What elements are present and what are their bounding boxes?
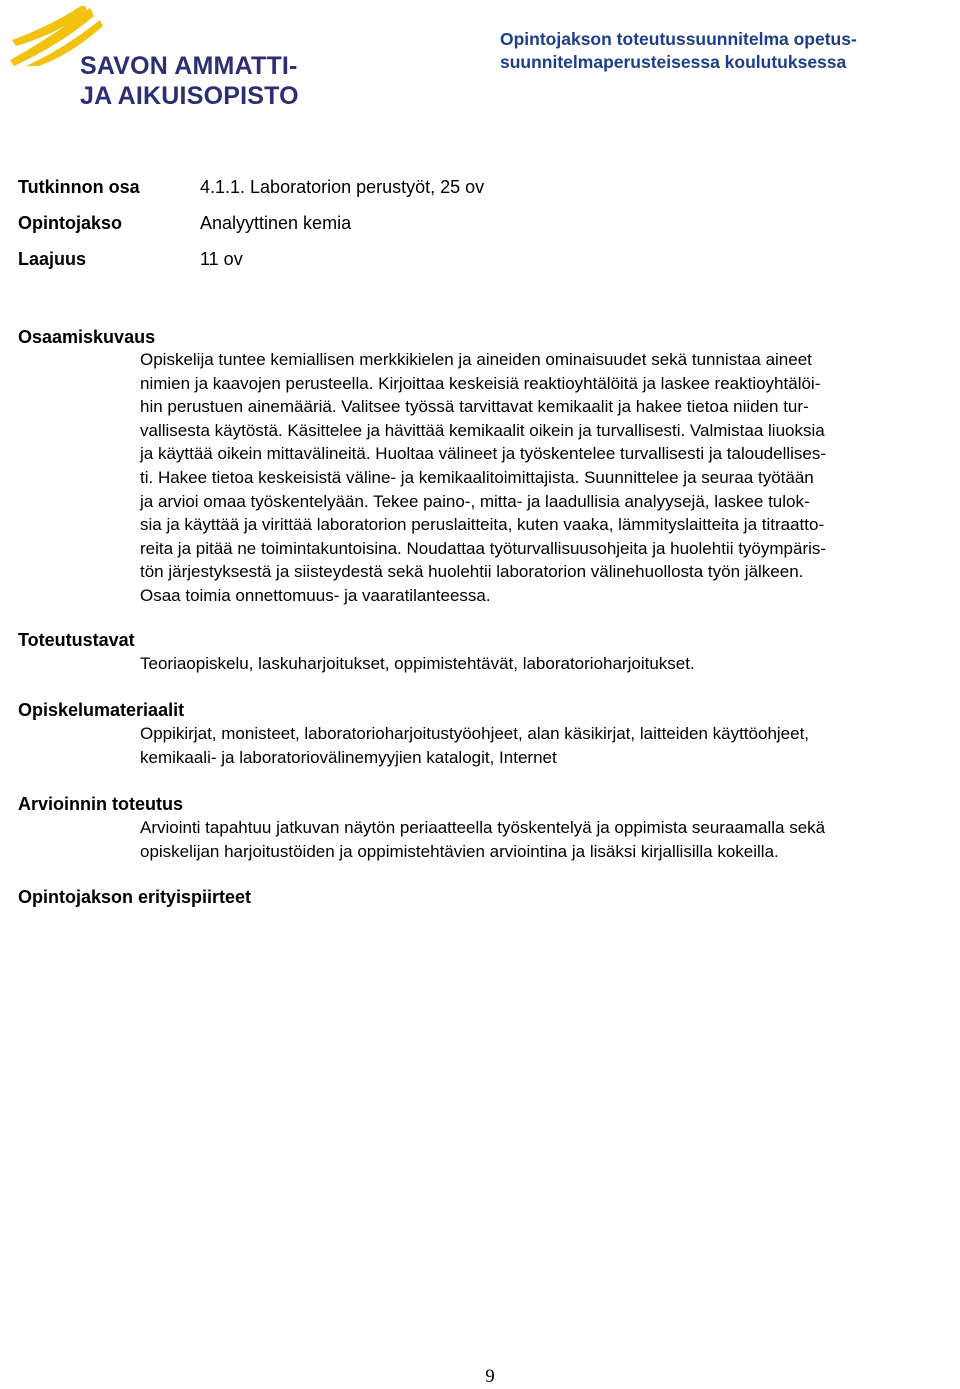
- erityispiirteet-heading: Opintojakson erityispiirteet: [18, 887, 252, 907]
- osaamiskuvaus-line: Osaa toimia onnettomuus- ja vaaratilanteessa.: [140, 585, 491, 605]
- toteutustavat-heading: Toteutustavat: [18, 630, 135, 650]
- opiskelumateriaalit-body: [140, 722, 960, 769]
- tutkinnon-osa-label: Tutkinnon osa: [18, 177, 140, 197]
- osaamiskuvaus-line: ja arvioi omaa työskentelyään. Tekee paino-, mitta- ja laadullisia analyysejä, laskee tulok-: [140, 491, 810, 511]
- osaamiskuvaus-line: vallisesta käytöstä. Käsittelee ja hävittää kemikaalit oikein ja turvallisesti. Valmistaa liuoksia: [140, 420, 825, 440]
- arvioinnin-toteutus-heading: Arvioinnin toteutus: [18, 794, 183, 814]
- tutkinnon-osa-value: 4.1.1. Laboratorion perustyöt, 25 ov: [200, 177, 485, 197]
- osaamiskuvaus-heading: Osaamiskuvaus: [18, 327, 156, 347]
- osaamiskuvaus-line: hin perustuen ainemääriä. Valitsee työssä tarvittavat kemikaalit ja hakee tietoa niiden tur-: [140, 397, 809, 417]
- osaamiskuvaus-line: nimien ja kaavojen perusteella. Kirjoittaa keskeisiä reaktioyhtälöitä ja laskee reaktioyhtälöi-: [140, 373, 821, 393]
- page-number: 9: [485, 1366, 495, 1387]
- arvioinnin-toteutus-body: [140, 816, 960, 863]
- opiskelumateriaalit-heading: Opiskelumateriaalit: [18, 700, 185, 720]
- osaamiskuvaus-line: Opiskelija tuntee kemiallisen merkkikielen ja aineiden ominaisuudet sekä tunnistaa aineet: [140, 350, 812, 369]
- logo-text-line2: JA AIKUISOPISTO: [80, 82, 299, 110]
- toteutustavat-body: [140, 652, 960, 676]
- opintojakso-value: Analyyttinen kemia: [200, 213, 352, 233]
- document-title: [500, 28, 940, 74]
- osaamiskuvaus-line: reita ja pitää ne toimintakuntoisina. Noudattaa työturvallisuusohjeita ja huolehtii työympäris-: [140, 538, 827, 558]
- document-title-line2: suunnitelmaperusteisessa koulutuksessa: [500, 52, 847, 72]
- logo-text-line1: SAVON AMMATTI-: [80, 52, 298, 80]
- savon-ammatti-logo: [8, 6, 338, 110]
- osaamiskuvaus-line: ja käyttää oikein mittavälineitä. Huoltaa välineet ja työskentelee turvallisesti ja taloudellises-: [140, 444, 827, 464]
- osaamiskuvaus-line: ti. Hakee tietoa keskeisistä väline- ja kemikaalitoimittajista. Suunnittelee ja seuraa työtään: [140, 467, 814, 487]
- document-title-line1: Opintojakson toteutussuunnitelma opetus-: [500, 29, 857, 49]
- opiskelumateriaalit-line: Oppikirjat, monisteet, laboratorioharjoitustyöohjeet, alan käsikirjat, laitteiden käyttöohjeet,: [140, 724, 810, 743]
- osaamiskuvaus-body: [140, 348, 960, 608]
- arvioinnin-toteutus-line: Arviointi tapahtuu jatkuvan näytön periaatteella työskentelyä ja oppimista seuraamalla sekä: [140, 818, 826, 837]
- arvioinnin-toteutus-line: opiskelijan harjoitustöiden ja oppimistehtävien arviointina ja lisäksi kirjallisilla kokeilla.: [140, 841, 779, 861]
- laajuus-label: Laajuus: [18, 249, 87, 269]
- opiskelumateriaalit-line: kemikaali- ja laboratoriovälinemyyjien katalogit, Internet: [140, 747, 557, 767]
- osaamiskuvaus-line: tön järjestyksestä ja siisteydestä sekä huolehtii laboratorion välinehuollosta työn jälkeen.: [140, 562, 804, 582]
- laajuus-value: 11 ov: [200, 249, 243, 269]
- osaamiskuvaus-line: sia ja käyttää ja virittää laboratorion peruslaitteita, kuten vaaka, lämmityslaitteita ja titraatto-: [140, 515, 825, 535]
- opintojakso-label: Opintojakso: [18, 213, 123, 233]
- toteutustavat-line: Teoriaopiskelu, laskuharjoitukset, oppimistehtävät, laboratorioharjoitukset.: [140, 654, 695, 673]
